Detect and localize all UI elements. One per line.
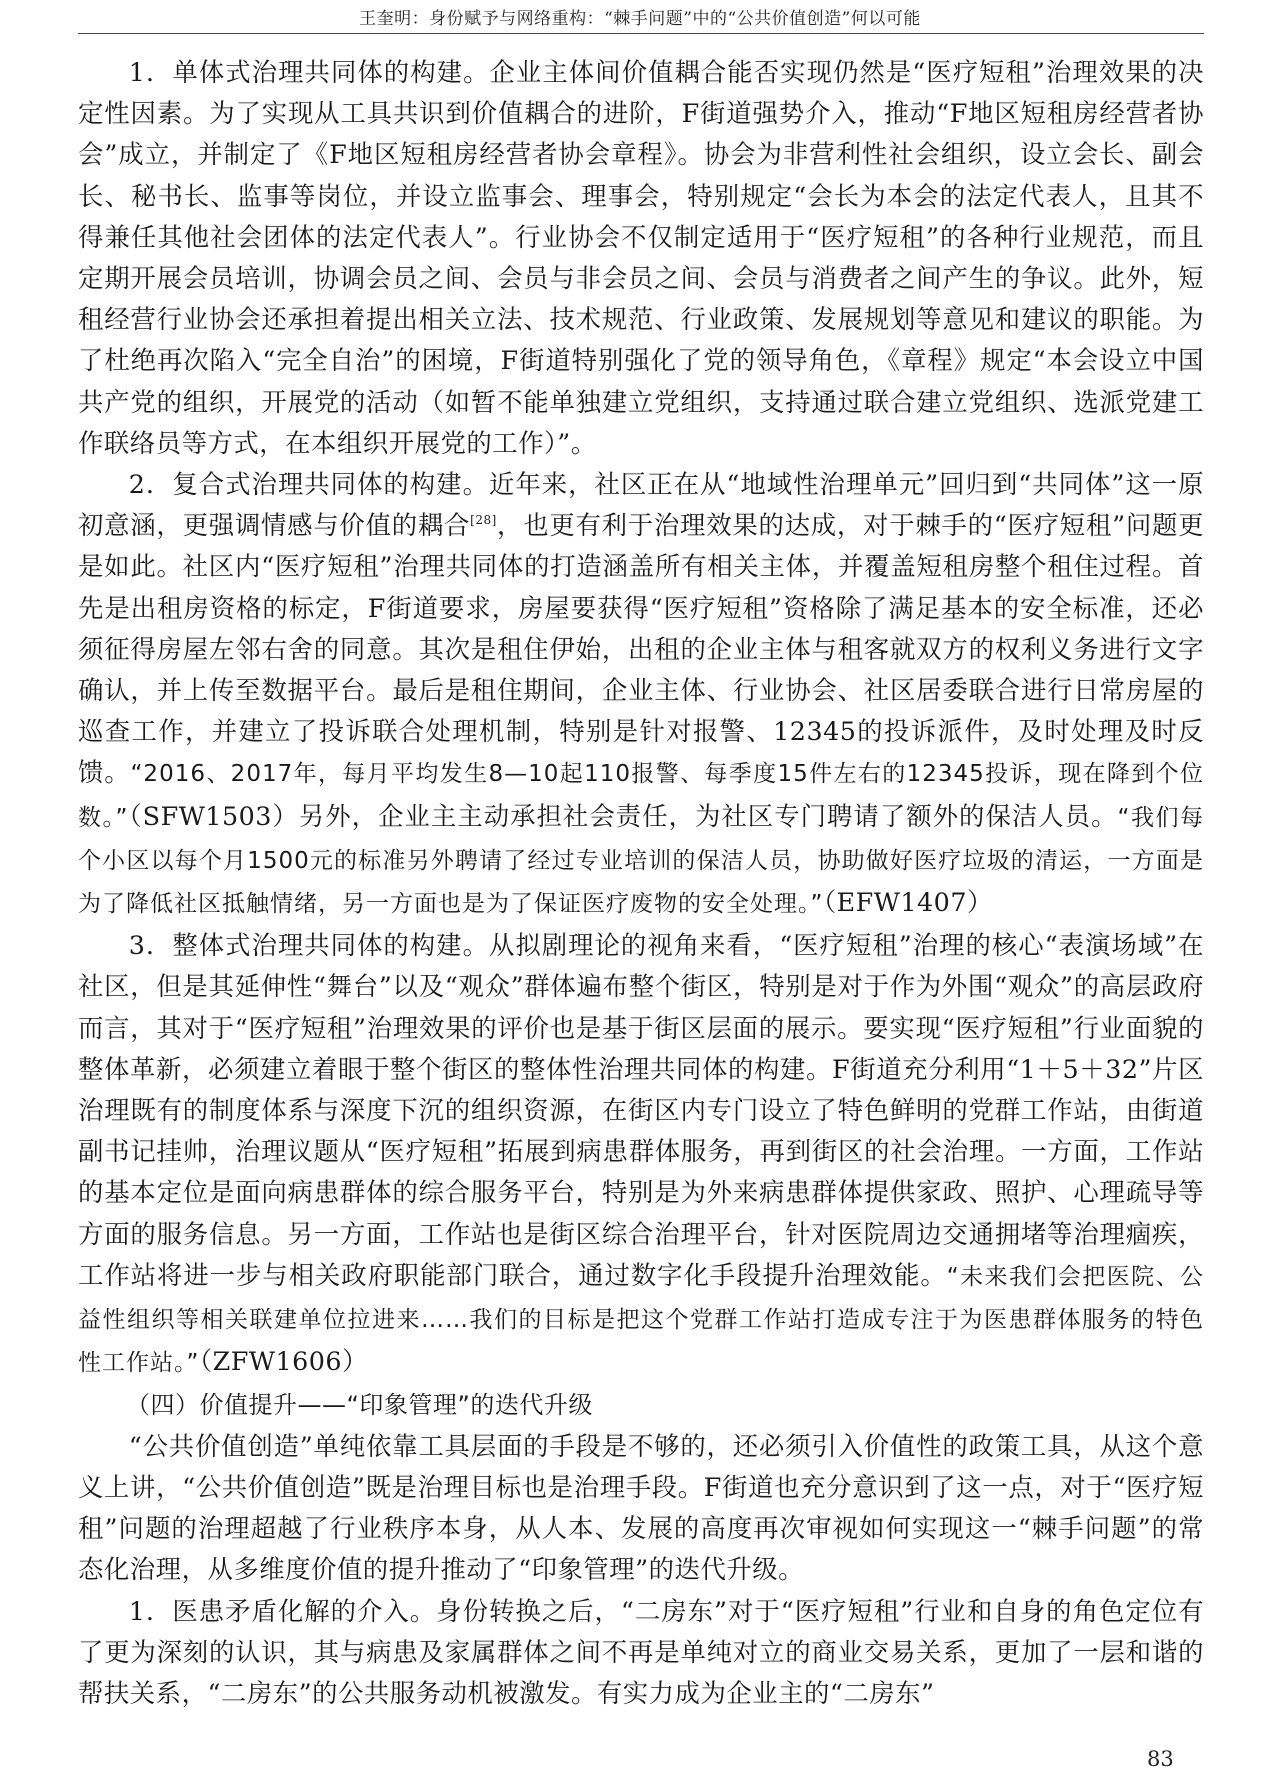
- interview-quote-sfw1503: “2016、2017年，每月平均发生8—10起110报警、每季度15件左右的12345投诉，现在降到个位数。”: [78, 761, 1205, 831]
- paragraph-3-text: 3．整体式治理共同体的构建。从拟剧理论的视角来看，“医疗短租”治理的核心“表演场域”在社区，但是其延伸性“舞台”以及“观众”群体遍布整个街区，特别是对于作为外围“观众”的高层政府而言，其对于“医疗短租”治理效果的评价也是基于街区层面的展示。要实现“医疗短租”行业面貌的整体革新，必须建立着眼于整个街区的整体性治理共同体的构建。F街道充分利用“1＋5＋32”片区治理既有的制度体系与深度下沉的组织资源，在街区内专门设立了特色鲜明的党群工作站，由街道副书记挂帅，治理议题从“医疗短租”拓展到病患群体服务，再到街区的社会治理。一方面，工作站的基本定位是面向病患群体的综合服务平台，特别是为外来病患群体提供家政、照护、心理疏导等方面的服务信息。另一方面，工作站也是街区综合治理平台，针对医院周边交通拥堵等治理痼疾，工作站将进一步与相关政府职能部门联合，通过数字化手段提升治理效能。: [78, 930, 1204, 1290]
- article-body: [78, 52, 1204, 1714]
- paragraph-2-text-b: ，也更有利于治理效果的达成，对于棘手的“医疗短租”问题更是如此。社区内“医疗短租”治理共同体的打造涵盖所有相关主体，并覆盖短租房整个租住过程。首先是出租房资格的标定，F街道要求，房屋要获得“医疗短租”资格除了满足基本的安全标准，还必须征得房屋左邻右舍的同意。其次是租住伊始，出租的企业主体与租客就双方的权利义务进行文字确认，并上传至数据平台。最后是租住期间，企业主体、行业协会、社区居委联合进行日常房屋的巡查工作，并建立了投诉联合处理机制，特别是针对报警、12345的投诉派件，及时处理及时反馈。: [78, 510, 1204, 788]
- interview-quote-zfw1606: “未来我们会把医院、公益性组织等相关联建单位拉进来……我们的目标是把这个党群工作站打造成专注于为医患群体服务的特色性工作站。”: [78, 1263, 1204, 1377]
- paragraph-2-text-c: （SFW1503）另外，企业主主动承担社会责任，为社区专门聘请了额外的保洁人员。: [128, 800, 1118, 831]
- paragraph-3-source: （ZFW1606）: [199, 1346, 368, 1377]
- paragraph-2-text-a: 2．复合式治理共同体的构建。近年来，社区正在从“地域性治理单元”回归到“共同体”这一原初意涵，更强调情感与价值的耦合: [78, 469, 1204, 541]
- paragraph-2: [78, 464, 1204, 925]
- section-heading: （四）价值提升——“印象管理”的迭代升级: [126, 1390, 593, 1419]
- header-rule: [78, 33, 1204, 34]
- paragraph-1: 1．单体式治理共同体的构建。企业主体间价值耦合能否实现仍然是“医疗短租”治理效果的决定性因素。为了实现从工具共识到价值耦合的进阶，F街道强势介入，推动“F地区短租房经营者协会”成立，并制定了《F地区短租房经营者协会章程》。协会为非营利性社会组织，设立会长、副会长、秘书长、监事等岗位，并设立监事会、理事会，特别规定“会长为本会的法定代表人，且其不得兼任其他社会团体的法定代表人”。行业协会不仅制定适用于“医疗短租”的各种行业规范，而且定期开展会员培训，协调会员之间、会员与非会员之间、会员与消费者之间产生的争议。此外，短租经营行业协会还承担着提出相关立法、技术规范、行业政策、发展规划等意见和建议的职能。为了杜绝再次陷入“完全自治”的困境，F街道特别强化了党的领导角色，《章程》规定“本会设立中国共产党的组织，开展党的活动（如暂不能单独建立党组织，支持通过联合建立党组织、选派党建工作联络员等方式，在本组织开展党的工作）”。: [78, 57, 1204, 458]
- paragraph-5: 1．医患矛盾化解的介入。身份转换之后，“二房东”对于“医疗短租”行业和自身的角色定位有了更为深刻的认识，其与病患及家属群体之间不再是单纯对立的商业交易关系，更加了一层和谐的帮扶关系，“二房东”的公共服务动机被激发。有实力成为企业主的“二房东”: [78, 1595, 1204, 1708]
- citation-28: [28]: [470, 513, 497, 528]
- paragraph-4: “公共价值创造”单纯依靠工具层面的手段是不够的，还必须引入价值性的政策工具，从这个意义上讲，“公共价值创造”既是治理目标也是治理手段。F街道也充分意识到了这一点，对于“医疗短租”问题的治理超越了行业秩序本身，从人本、发展的高度再次审视如何实现这一“棘手问题”的常态化治理，从多维度价值的提升推动了“印象管理”的迭代升级。: [78, 1430, 1204, 1585]
- page-number: 83: [1147, 1747, 1174, 1771]
- paragraph-2-source: （EFW1407）: [823, 887, 993, 918]
- interview-quote-efw1407: “我们每个小区以每个月1500元的标准另外聘请了经过专业培训的保洁人员，协助做好医疗垃圾的清运，一方面是为了降低社区抵触情绪，另一方面也是为了保证医疗废物的安全处理。”: [78, 804, 1204, 918]
- running-header: 王奎明：身份赋予与网络重构：“棘手问题”中的“公共价值创造”何以可能: [359, 9, 921, 29]
- paragraph-3: [78, 925, 1204, 1384]
